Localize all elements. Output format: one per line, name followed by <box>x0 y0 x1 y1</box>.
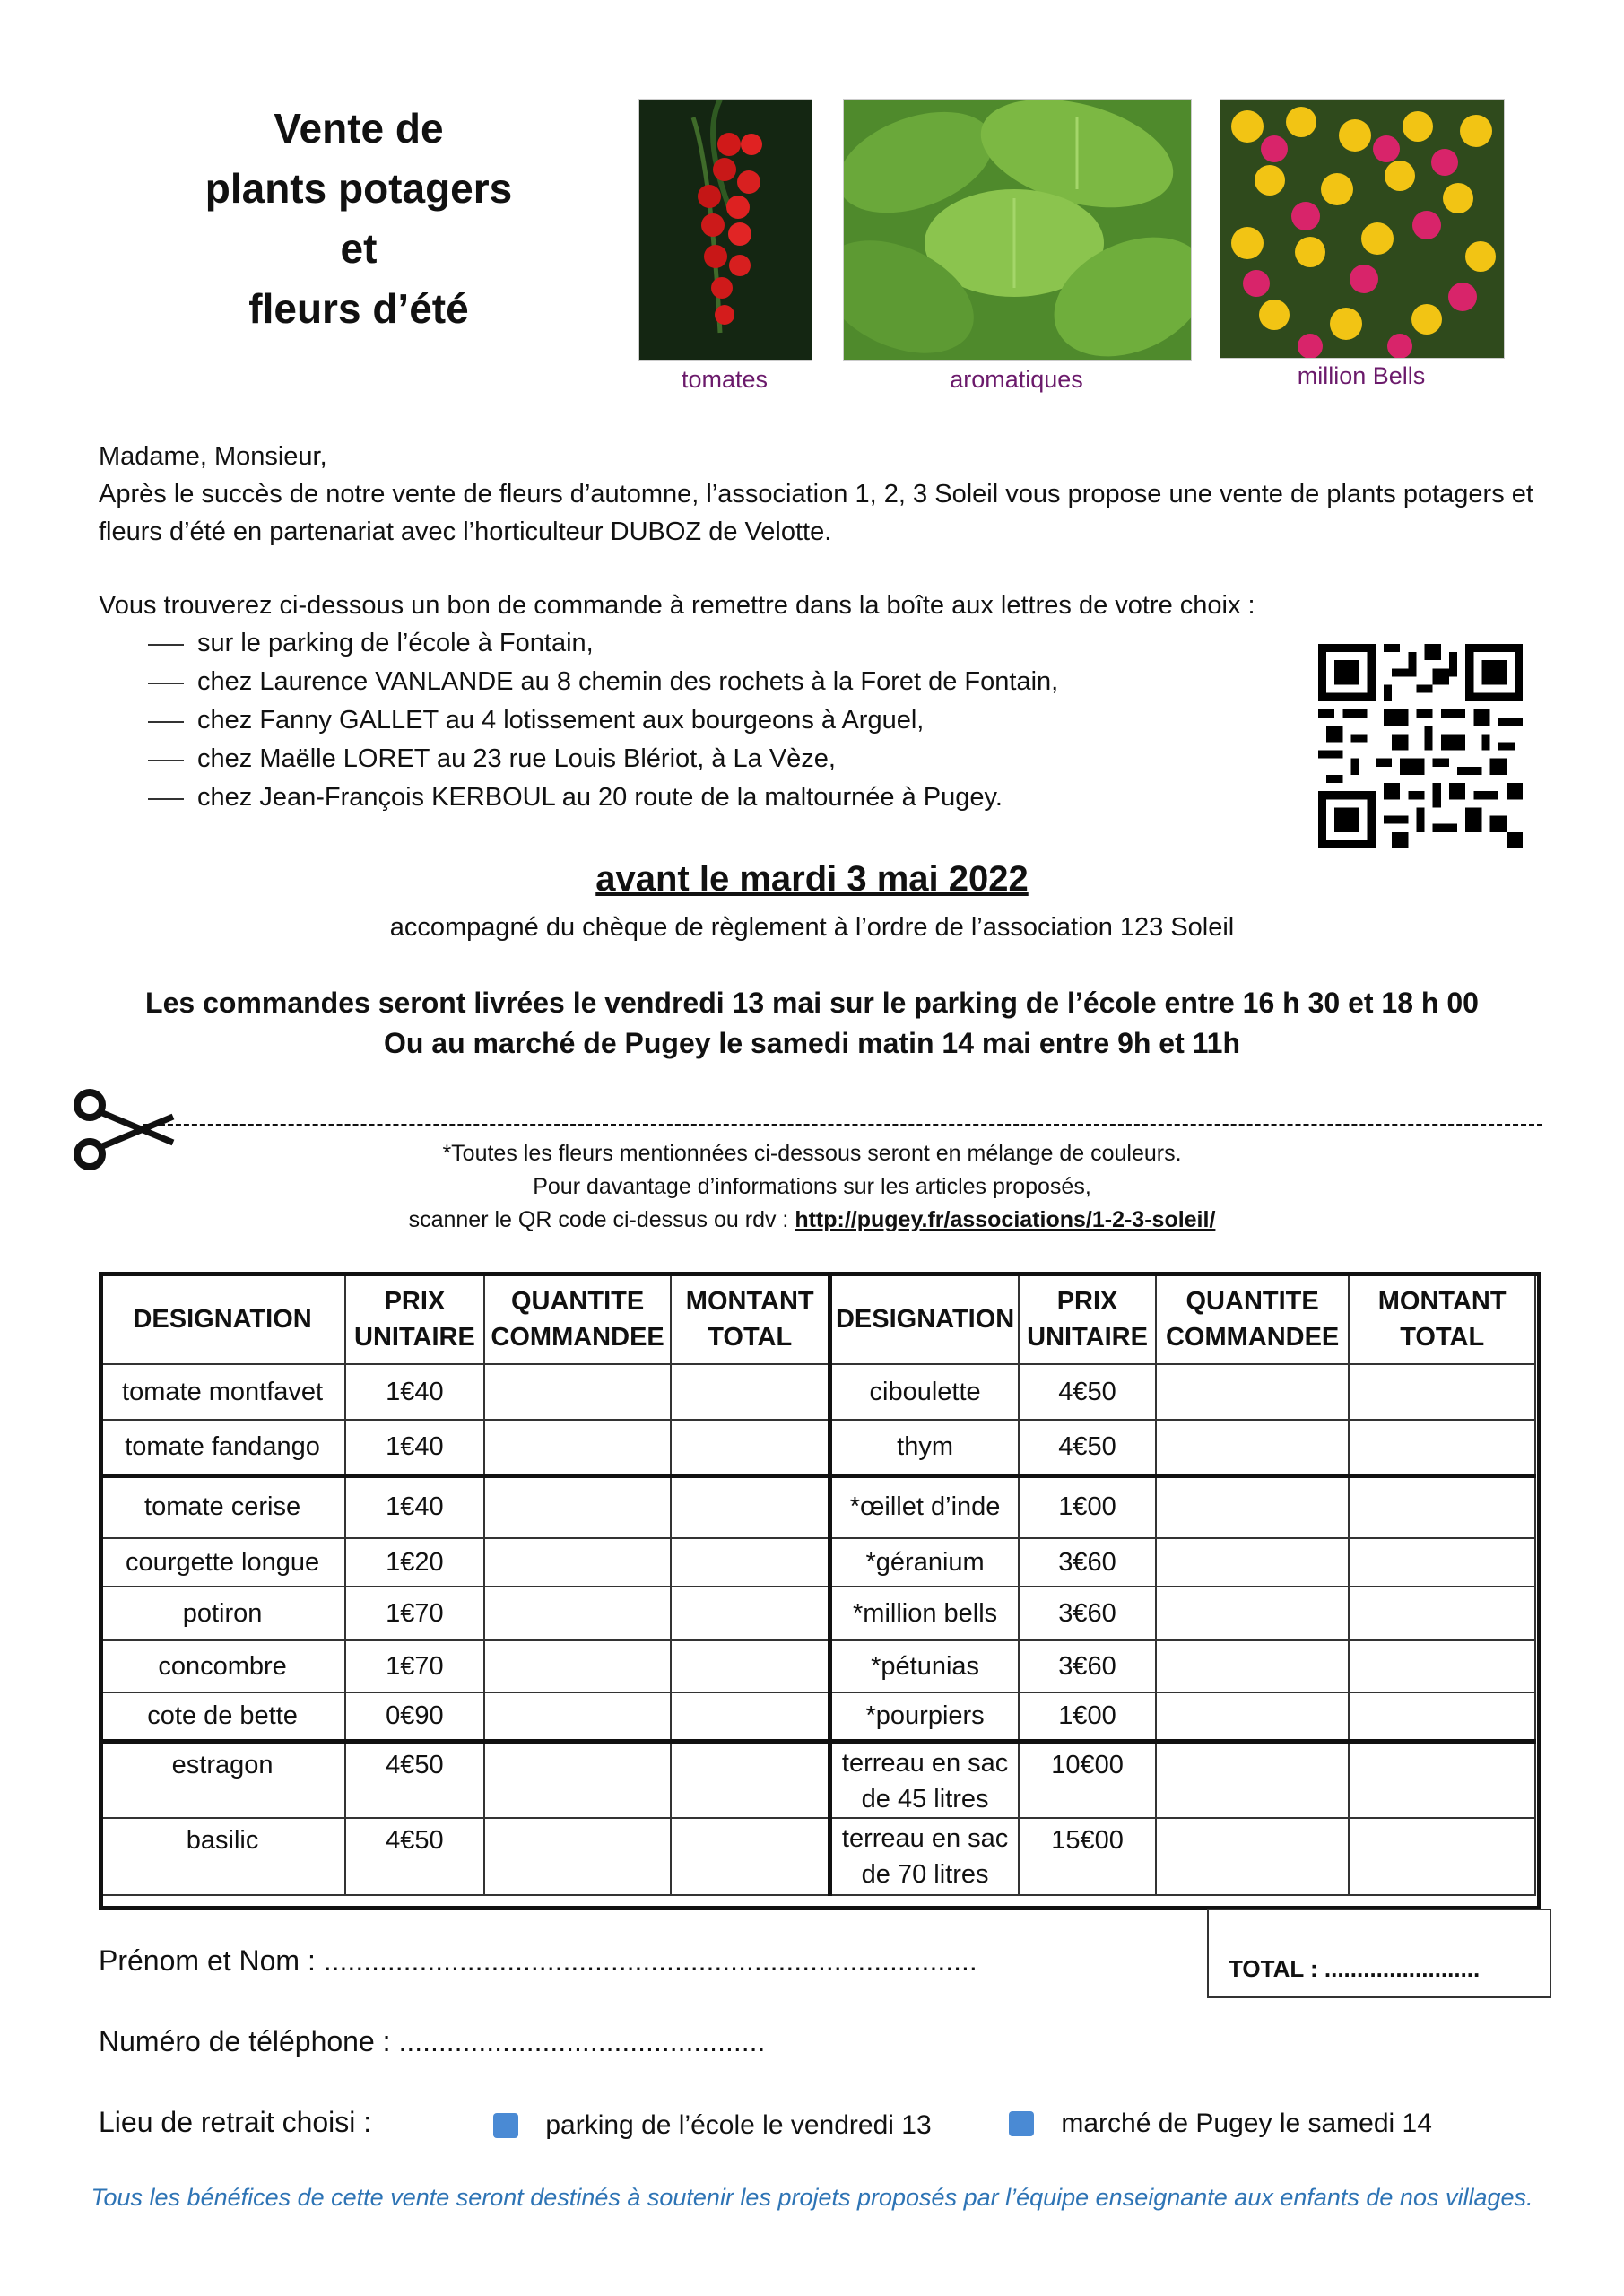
amount-cell[interactable] <box>1349 1538 1535 1587</box>
total-label: TOTAL : <box>1229 1955 1324 1982</box>
table-row <box>100 1640 1535 1692</box>
quantity-cell[interactable] <box>484 1692 672 1741</box>
table-row <box>100 1818 1535 1895</box>
item-name: concombre <box>100 1640 345 1692</box>
amount-cell[interactable] <box>1349 1640 1535 1692</box>
photo-caption: tomates <box>681 366 769 393</box>
amount-cell[interactable] <box>671 1741 829 1818</box>
item-price: 4€50 <box>345 1741 484 1818</box>
quantity-cell[interactable] <box>484 1587 672 1640</box>
item-price: 15€00 <box>1019 1818 1156 1895</box>
cheque-note: accompagné du chèque de règlement à l’ordre de l’association 123 Soleil <box>389 913 1235 942</box>
item-price: 3€60 <box>1019 1538 1156 1587</box>
checkbox-icon[interactable] <box>493 2113 518 2138</box>
page-title <box>135 99 583 339</box>
table-row <box>100 1364 1535 1420</box>
name-field[interactable] <box>99 1944 977 1978</box>
item-price: 1€00 <box>1019 1475 1156 1538</box>
item-price: 1€70 <box>345 1640 484 1692</box>
table-row <box>100 1587 1535 1640</box>
amount-cell[interactable] <box>1349 1364 1535 1420</box>
quantity-cell[interactable] <box>1156 1587 1349 1640</box>
qr-note <box>0 1204 1624 1237</box>
total-input-line[interactable]: ........................ <box>1324 1955 1481 1982</box>
column-header: PRIX UNITAIRE <box>1019 1274 1156 1364</box>
list-item: chez Maëlle LORET au 23 rue Louis Blériot, à La Vèze, <box>99 740 1533 778</box>
item-name: *pétunias <box>829 1640 1019 1692</box>
tomato-photo <box>638 99 812 361</box>
info-note: Pour davantage d’informations sur les articles proposés, <box>533 1174 1091 1199</box>
column-header: QUANTITE COMMANDEE <box>1156 1274 1349 1364</box>
quantity-cell[interactable] <box>484 1364 672 1420</box>
title-line: plants potagers <box>204 165 513 212</box>
table-row <box>100 1741 1535 1818</box>
association-link[interactable]: http://pugey.fr/associations/1-2-3-soleil/ <box>795 1207 1216 1232</box>
deadline-date: avant le mardi 3 mai 2022 <box>595 859 1029 899</box>
title-line: Vente de <box>274 105 444 152</box>
item-name: tomate montfavet <box>100 1364 345 1420</box>
list-item: chez Jean-François KERBOUL au 20 route de la maltournée à Pugey. <box>99 778 1533 817</box>
flowers-photo <box>1220 99 1505 359</box>
amount-cell[interactable] <box>671 1818 829 1895</box>
quantity-cell[interactable] <box>484 1420 672 1475</box>
item-price: 0€90 <box>345 1692 484 1741</box>
item-price: 1€40 <box>345 1420 484 1475</box>
item-name: *pourpiers <box>829 1692 1019 1741</box>
quantity-cell[interactable] <box>484 1640 672 1692</box>
phone-label: Numéro de téléphone : <box>99 2025 399 2057</box>
phone-input-line[interactable]: .............................................. <box>398 2025 766 2057</box>
pickup-label: Lieu de retrait choisi : <box>99 2106 372 2138</box>
checkbox-icon[interactable] <box>1009 2111 1034 2136</box>
table-row <box>100 1475 1535 1538</box>
intro-paragraph: Après le succès de notre vente de fleurs d’automne, l’association 1, 2, 3 Soleil vous propose une vente de plants potagers et fleurs d’été en partenariat avec l’horticulteur DUBOZ de Velotte. <box>99 480 1533 546</box>
column-header: MONTANT TOTAL <box>1349 1274 1535 1364</box>
quantity-cell[interactable] <box>1156 1640 1349 1692</box>
amount-cell[interactable] <box>671 1692 829 1741</box>
item-price: 1€20 <box>345 1538 484 1587</box>
total-box[interactable] <box>1207 1909 1551 1998</box>
amount-cell[interactable] <box>671 1364 829 1420</box>
table-row <box>100 1538 1535 1587</box>
column-header: DESIGNATION <box>100 1274 345 1364</box>
amount-cell[interactable] <box>1349 1741 1535 1818</box>
pickup-option-label: marché de Pugey le samedi 14 <box>1061 2109 1432 2139</box>
quantity-cell[interactable] <box>484 1818 672 1895</box>
photo-caption: aromatiques <box>950 366 1083 393</box>
amount-cell[interactable] <box>1349 1587 1535 1640</box>
item-name: thym <box>829 1420 1019 1475</box>
quantity-cell[interactable] <box>1156 1538 1349 1587</box>
column-header: DESIGNATION <box>829 1274 1019 1364</box>
pickup-option-2[interactable] <box>1009 2108 1432 2139</box>
greeting: Madame, Monsieur, <box>99 442 327 471</box>
list-item: sur le parking de l’école à Fontain, <box>99 624 1533 663</box>
item-price: 1€40 <box>345 1475 484 1538</box>
item-name: basilic <box>100 1818 345 1895</box>
quantity-cell[interactable] <box>484 1475 672 1538</box>
item-name: terreau en sac de 70 litres <box>829 1818 1019 1895</box>
amount-cell[interactable] <box>671 1640 829 1692</box>
quantity-cell[interactable] <box>1156 1818 1349 1895</box>
delivery-line-1: Les commandes seront livrées le vendredi 13 mai sur le parking de l’école entre 16 h 30 et 18 h 00 <box>145 987 1479 1019</box>
amount-cell[interactable] <box>671 1475 829 1538</box>
item-price: 3€60 <box>1019 1587 1156 1640</box>
list-item: chez Laurence VANLANDE au 8 chemin des rochets à la Foret de Fontain, <box>99 663 1533 701</box>
table-row <box>100 1692 1535 1741</box>
item-name: cote de bette <box>100 1692 345 1741</box>
amount-cell[interactable] <box>671 1538 829 1587</box>
order-table <box>99 1274 1536 1896</box>
table-header-row <box>100 1274 1535 1364</box>
column-header: QUANTITE COMMANDEE <box>484 1274 672 1364</box>
item-name: estragon <box>100 1741 345 1818</box>
item-price: 4€50 <box>1019 1420 1156 1475</box>
item-name: ciboulette <box>829 1364 1019 1420</box>
quantity-cell[interactable] <box>1156 1741 1349 1818</box>
quantity-cell[interactable] <box>1156 1475 1349 1538</box>
item-price: 4€50 <box>1019 1364 1156 1420</box>
item-name: tomate cerise <box>100 1475 345 1538</box>
qr-note-text: scanner le QR code ci-dessus ou rdv : <box>408 1207 795 1232</box>
quantity-cell[interactable] <box>1156 1364 1349 1420</box>
quantity-cell[interactable] <box>484 1741 672 1818</box>
cut-line <box>143 1124 1542 1126</box>
title-line: fleurs d’été <box>248 285 469 332</box>
quantity-cell[interactable] <box>1156 1692 1349 1741</box>
qr-code[interactable] <box>1318 644 1523 853</box>
amount-cell[interactable] <box>1349 1420 1535 1475</box>
item-name: *œillet d’inde <box>829 1475 1019 1538</box>
item-price: 3€60 <box>1019 1640 1156 1692</box>
item-price: 1€00 <box>1019 1692 1156 1741</box>
item-price: 10€00 <box>1019 1741 1156 1818</box>
list-item: chez Fanny GALLET au 4 lotissement aux bourgeons à Arguel, <box>99 701 1533 740</box>
quantity-cell[interactable] <box>484 1538 672 1587</box>
item-name: terreau en sac de 45 litres <box>829 1741 1019 1818</box>
table-row <box>100 1420 1535 1475</box>
amount-cell[interactable] <box>1349 1475 1535 1538</box>
column-header: PRIX UNITAIRE <box>345 1274 484 1364</box>
item-price: 1€40 <box>345 1364 484 1420</box>
delivery-line-2: Ou au marché de Pugey le samedi matin 14 mai entre 9h et 11h <box>383 1027 1241 1059</box>
name-label: Prénom et Nom : <box>99 1944 324 1977</box>
amount-cell[interactable] <box>1349 1692 1535 1741</box>
item-name: courgette longue <box>100 1538 345 1587</box>
column-header: MONTANT TOTAL <box>671 1274 829 1364</box>
amount-cell[interactable] <box>671 1420 829 1475</box>
phone-field[interactable] <box>99 2025 765 2058</box>
name-input-line[interactable]: .................................................................................. <box>323 1944 977 1977</box>
item-name: potiron <box>100 1587 345 1640</box>
photo-caption: million Bells <box>1297 362 1426 389</box>
flowers-note: *Toutes les fleurs mentionnées ci-dessous seront en mélange de couleurs. <box>442 1141 1182 1166</box>
basil-photo <box>843 99 1192 361</box>
item-price: 1€70 <box>345 1587 484 1640</box>
footer-note: Tous les bénéfices de cette vente seront destinés à soutenir les projets proposés par l’équipe enseignante aux enfants de nos villages. <box>91 2184 1533 2211</box>
item-price: 4€50 <box>345 1818 484 1895</box>
pickup-option-1[interactable] <box>493 2109 932 2141</box>
title-line: et <box>340 225 378 272</box>
amount-cell[interactable] <box>1349 1818 1535 1895</box>
amount-cell[interactable] <box>671 1587 829 1640</box>
item-name: tomate fandango <box>100 1420 345 1475</box>
item-name: *géranium <box>829 1538 1019 1587</box>
quantity-cell[interactable] <box>1156 1420 1349 1475</box>
order-intro: Vous trouverez ci-dessous un bon de commande à remettre dans la boîte aux lettres de votre choix : <box>99 591 1255 620</box>
item-name: *million bells <box>829 1587 1019 1640</box>
pickup-option-label: parking de l’école le vendredi 13 <box>545 2110 932 2141</box>
